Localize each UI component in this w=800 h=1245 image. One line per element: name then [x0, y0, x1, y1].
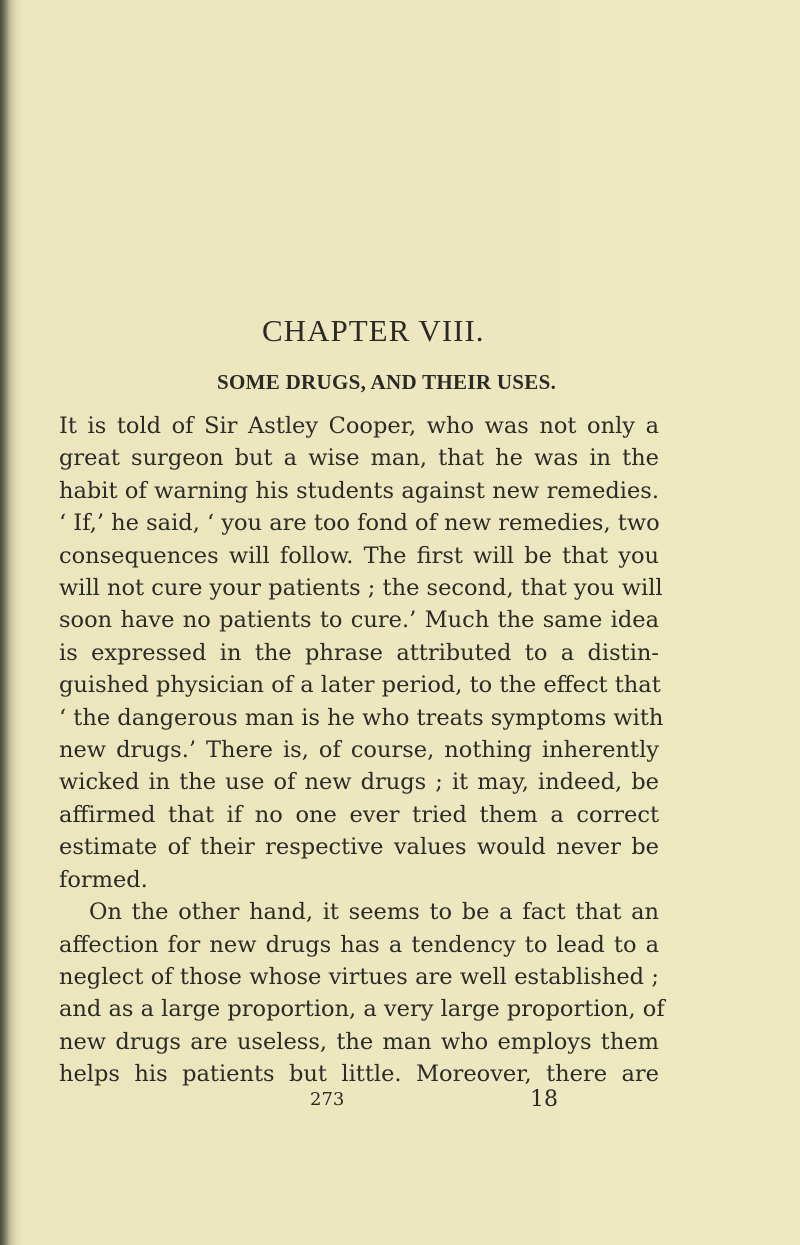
- text-line: great surgeon but a wise man, that he was in the: [59, 445, 659, 472]
- text-line: affirmed that if no one ever tried them a correct: [59, 801, 659, 828]
- text-line: new drugs are useless, the man who employs them: [59, 1028, 659, 1055]
- text-line: consequences will follow. The first will be that you: [59, 542, 659, 569]
- text-line: helps his patients but little. Moreover, there are: [59, 1061, 659, 1088]
- body-text: [59, 410, 665, 1091]
- page-number: 273: [310, 1089, 345, 1110]
- text-line: neglect of those whose virtues are well established ;: [59, 963, 659, 990]
- paragraph-1: [59, 410, 664, 896]
- text-line: ‘ the dangerous man is he who treats symptoms with: [59, 704, 664, 731]
- text-line: guished physician of a later period, to the effect that: [59, 672, 661, 699]
- signature-mark: 18: [530, 1087, 558, 1112]
- text-line: affection for new drugs has a tendency to lead to a: [59, 931, 659, 958]
- text-line: soon have no patients to cure.’ Much the same idea: [59, 607, 659, 634]
- paragraph-2: [59, 896, 665, 1090]
- text-line: and as a large proportion, a very large proportion, of: [59, 996, 665, 1023]
- text-line: wicked in the use of new drugs ; it may, indeed, be: [59, 769, 659, 796]
- text-line: On the other hand, it seems to be a fact that an: [89, 899, 659, 926]
- text-line: ‘ If,’ he said, ‘ you are too fond of new remedies, two: [59, 510, 660, 537]
- text-line: It is told of Sir Astley Cooper, who was not only a: [59, 413, 659, 439]
- text-line: formed.: [59, 866, 148, 893]
- section-heading: SOME DRUGS, AND THEIR USES.: [217, 370, 557, 394]
- text-line: is expressed in the phrase attributed to a distin-: [59, 639, 659, 666]
- text-line: estimate of their respective values would never be: [59, 834, 659, 861]
- text-line: will not cure your patients ; the second, that you will: [59, 575, 663, 602]
- text-line: new drugs.’ There is, of course, nothing inherently: [59, 737, 659, 764]
- chapter-heading: CHAPTER VIII.: [262, 313, 485, 348]
- text-line: habit of warning his students against new remedies.: [59, 477, 659, 504]
